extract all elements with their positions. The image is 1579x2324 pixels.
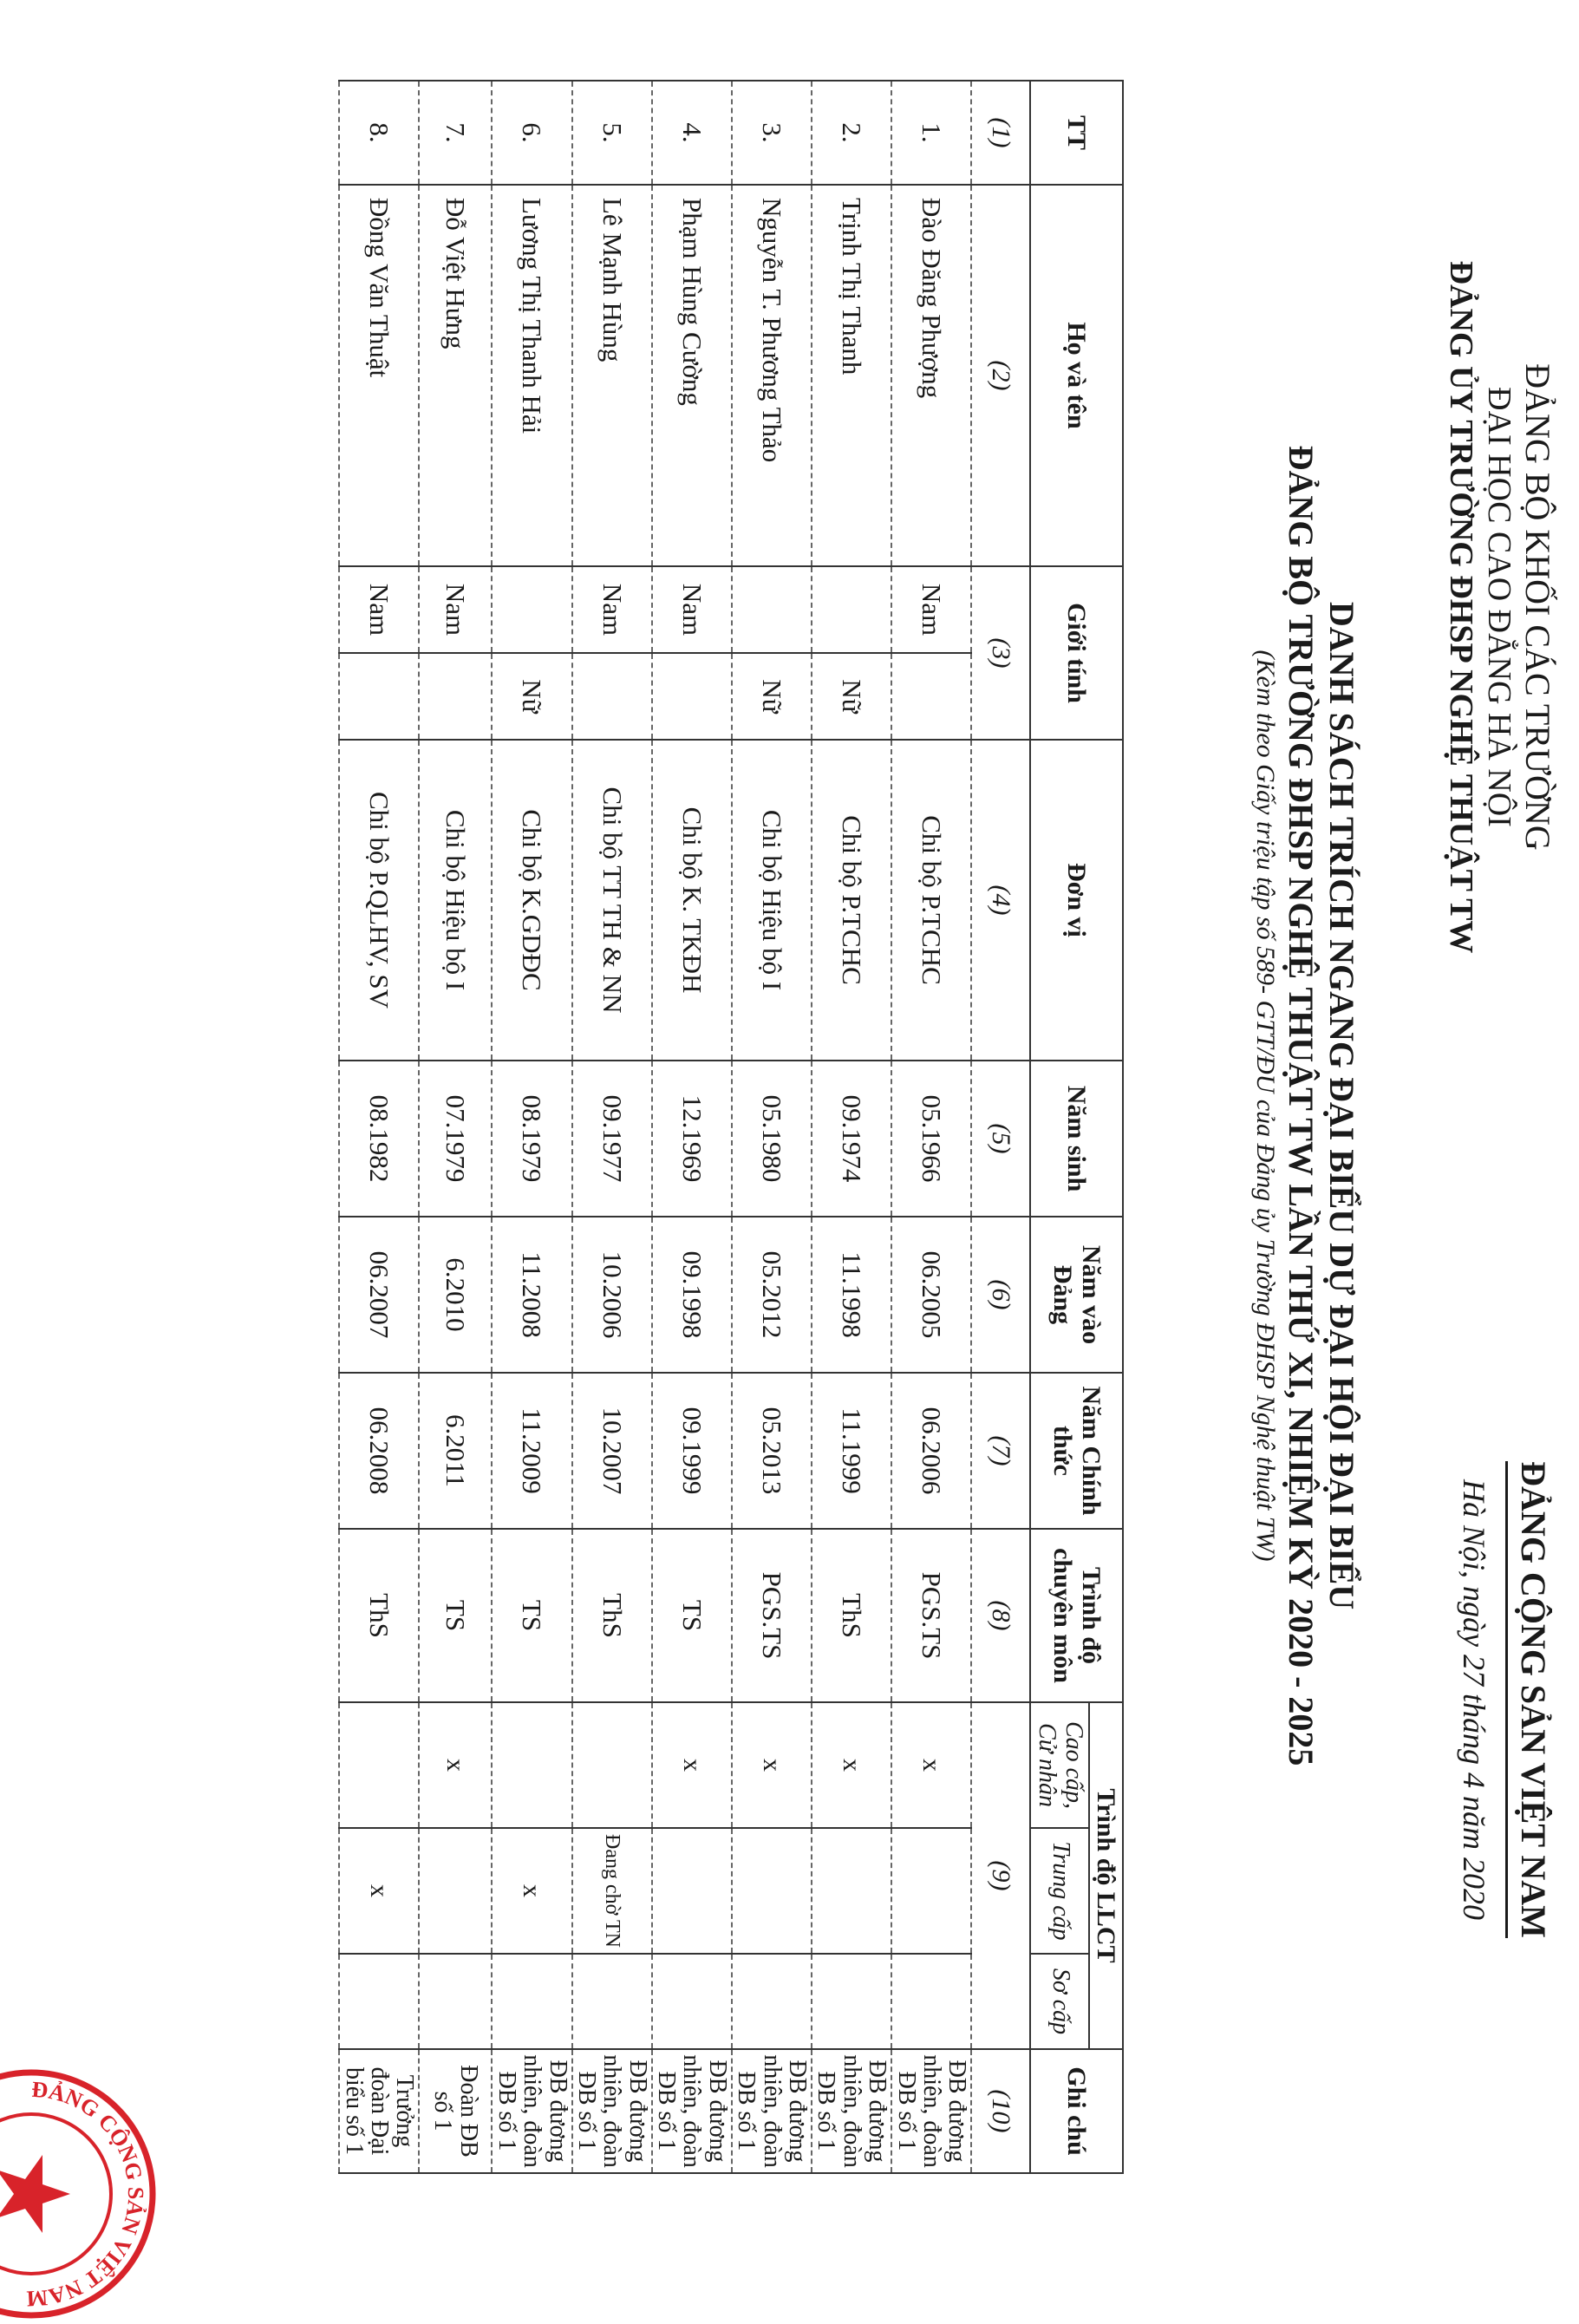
professional-degree: TS <box>419 1529 492 1702</box>
party-join-year: 05.2012 <box>732 1217 812 1373</box>
col-header-join-year: Năm vào Đảng <box>1030 1217 1123 1373</box>
birth-year: 05.1980 <box>732 1061 812 1217</box>
index-cell: (10) <box>971 2049 1030 2173</box>
birth-year: 08.1982 <box>339 1061 419 1217</box>
birth-year: 12.1969 <box>652 1061 732 1217</box>
index-cell: (4) <box>971 740 1030 1061</box>
llct-high-mark: x <box>812 1702 891 1828</box>
delegate-name: Đồng Văn Thuật <box>339 185 419 566</box>
gender-female-cell <box>652 653 732 740</box>
delegate-name: Phạm Hùng Cường <box>652 185 732 566</box>
party-join-year: 09.1998 <box>652 1217 732 1373</box>
party-cell-unit: Chi bộ K. TKĐH <box>652 740 732 1061</box>
gender-male-cell: Nam <box>891 566 971 653</box>
gender-female-cell: Nữ <box>492 653 571 740</box>
title-line-1: DANH SÁCH TRÍCH NGANG ĐẠI BIỂU DỰ ĐẠI HỘI ĐẠI BIỂU <box>1322 601 1361 1610</box>
issuer-line-1: ĐẢNG BỘ KHỐI CÁC TRƯỜNG <box>1518 363 1557 851</box>
col-header-llct: Trình độ LLCT <box>1089 1702 1123 2049</box>
index-cell: (6) <box>971 1217 1030 1373</box>
llct-high-mark: x <box>419 1702 492 1828</box>
gender-male-cell <box>732 566 812 653</box>
party-join-year: 06.2005 <box>891 1217 971 1373</box>
llct-low-mark <box>891 1954 971 2049</box>
party-cell-unit: Chi bộ TT TH & NN <box>572 740 652 1061</box>
official-member-year: 6.2011 <box>419 1373 492 1529</box>
llct-mid-mark <box>652 1828 732 1954</box>
llct-low-mark <box>339 1954 419 2049</box>
index-cell: (7) <box>971 1373 1030 1529</box>
issuer-line-3: ĐẢNG ỦY TRƯỜNG ĐHSP NGHỆ THUẬT TW <box>1443 260 1480 954</box>
party-cell-unit: Chi bộ Hiệu bộ I <box>419 740 492 1061</box>
issuer-header <box>1442 234 1557 980</box>
table-row <box>732 81 812 2173</box>
birth-year: 09.1974 <box>812 1061 891 1217</box>
official-member-year: 05.2013 <box>732 1373 812 1529</box>
party-name: ĐẢNG CỘNG SẢN VIỆT NAM <box>1505 1461 1553 1938</box>
row-number: 5. <box>572 81 652 185</box>
birth-year: 07.1979 <box>419 1061 492 1217</box>
party-join-year: 10.2006 <box>572 1217 652 1373</box>
gender-female-cell: Nữ <box>812 653 891 740</box>
col-header-official-year: Năm Chính thức <box>1030 1373 1123 1529</box>
llct-low-mark <box>492 1954 571 2049</box>
delegate-note: ĐB đương nhiên, đoàn ĐB số 1 <box>891 2049 971 2173</box>
party-join-year: 6.2010 <box>419 1217 492 1373</box>
party-cell-unit: Chi bộ P.TCHC <box>812 740 891 1061</box>
official-member-year: 10.2007 <box>572 1373 652 1529</box>
llct-low-mark <box>572 1954 652 2049</box>
delegate-rows <box>339 81 971 2173</box>
row-number: 2. <box>812 81 891 185</box>
delegate-name: Đỗ Việt Hưng <box>419 185 492 566</box>
column-index-row <box>971 81 1030 2173</box>
delegate-note: ĐB đương nhiên, đoàn ĐB số 1 <box>732 2049 812 2173</box>
row-number: 6. <box>492 81 571 185</box>
row-number: 8. <box>339 81 419 185</box>
col-header-llct-mid: Trung cấp <box>1030 1828 1089 1954</box>
professional-degree: TS <box>492 1529 571 1702</box>
table-row <box>812 81 891 2173</box>
delegate-name: Lê Mạnh Hùng <box>572 185 652 566</box>
col-header-tt: TT <box>1030 81 1123 185</box>
official-member-year: 09.1999 <box>652 1373 732 1529</box>
official-member-year: 11.1999 <box>812 1373 891 1529</box>
col-header-note: Ghi chú <box>1030 2049 1123 2173</box>
llct-mid-mark: x <box>492 1828 571 1954</box>
birth-year: 05.1966 <box>891 1061 971 1217</box>
gender-male-cell: Nam <box>339 566 419 653</box>
llct-low-mark <box>419 1954 492 2049</box>
index-cell: (9) <box>971 1702 1030 2049</box>
document-date: Hà Nội, ngày 27 tháng 4 năm 2020 <box>1457 1479 1491 1920</box>
delegate-note: ĐB đương nhiên, đoàn ĐB số 1 <box>572 2049 652 2173</box>
col-header-birth-year: Năm sinh <box>1030 1061 1123 1217</box>
delegate-note: ĐB đương nhiên, đoàn ĐB số 1 <box>652 2049 732 2173</box>
party-header <box>1456 1370 1553 2029</box>
professional-degree: ThS <box>812 1529 891 1702</box>
col-header-llct-high: Cao cấp, Cử nhân <box>1030 1702 1089 1828</box>
llct-mid-mark: Đang chờ TN <box>572 1828 652 1954</box>
party-join-year: 11.2008 <box>492 1217 571 1373</box>
seal-ring-text: ĐẢNG CỘNG SẢN VIỆT NAM <box>25 2076 149 2312</box>
party-cell-unit: Chi bộ P.TCHC <box>891 740 971 1061</box>
document-title <box>1249 260 1362 1951</box>
delegate-name: Đào Đăng Phượng <box>891 185 971 566</box>
table-row <box>572 81 652 2173</box>
row-number: 3. <box>732 81 812 185</box>
table-row <box>891 81 971 2173</box>
table-row <box>492 81 571 2173</box>
llct-low-mark <box>652 1954 732 2049</box>
title-subline: (Kèm theo Giấy triệu tập số 589- GTT/ĐU của Đảng ủy Trường ĐHSP Nghệ thuật TW) <box>1250 650 1280 1562</box>
delegate-table <box>338 80 1124 2174</box>
llct-high-mark <box>492 1702 571 1828</box>
delegate-name: Trịnh Thị Thanh <box>812 185 891 566</box>
llct-mid-mark: x <box>339 1828 419 1954</box>
llct-mid-mark <box>812 1828 891 1954</box>
birth-year: 08.1979 <box>492 1061 571 1217</box>
red-seal-stamp <box>0 2064 161 2324</box>
header-row <box>1089 81 1123 2173</box>
party-cell-unit: Chi bộ P.QLHV, SV <box>339 740 419 1061</box>
gender-female-cell <box>419 653 492 740</box>
table-row <box>652 81 732 2173</box>
birth-year: 09.1977 <box>572 1061 652 1217</box>
index-cell: (2) <box>971 185 1030 566</box>
official-member-year: 11.2009 <box>492 1373 571 1529</box>
llct-mid-mark <box>419 1828 492 1954</box>
delegate-note: ĐB đương nhiên, đoàn ĐB số 1 <box>812 2049 891 2173</box>
table-row <box>339 81 419 2173</box>
gender-male-cell: Nam <box>572 566 652 653</box>
llct-high-mark <box>572 1702 652 1828</box>
professional-degree: PGS.TS <box>732 1529 812 1702</box>
gender-male-cell <box>492 566 571 653</box>
llct-high-mark: x <box>732 1702 812 1828</box>
row-number: 7. <box>419 81 492 185</box>
delegate-note: Đoàn ĐB số 1 <box>419 2049 492 2173</box>
gender-female-cell <box>891 653 971 740</box>
table-row <box>419 81 492 2173</box>
official-member-year: 06.2006 <box>891 1373 971 1529</box>
delegate-name: Nguyễn T. Phương Thảo <box>732 185 812 566</box>
gender-male-cell: Nam <box>419 566 492 653</box>
index-cell: (1) <box>971 81 1030 185</box>
col-header-unit: Đơn vị <box>1030 740 1123 1061</box>
delegate-note: Trưởng đoàn Đại biểu số 1 <box>339 2049 419 2173</box>
party-join-year: 06.2007 <box>339 1217 419 1373</box>
gender-female-cell <box>572 653 652 740</box>
gender-female-cell <box>339 653 419 740</box>
delegate-note: ĐB đương nhiên, đoàn ĐB số 1 <box>492 2049 571 2173</box>
index-cell: (5) <box>971 1061 1030 1217</box>
gender-male-cell <box>812 566 891 653</box>
professional-degree: PGS.TS <box>891 1529 971 1702</box>
professional-degree: ThS <box>572 1529 652 1702</box>
official-member-year: 06.2008 <box>339 1373 419 1529</box>
llct-low-mark <box>812 1954 891 2049</box>
index-cell: (3) <box>971 566 1030 740</box>
llct-high-mark: x <box>891 1702 971 1828</box>
row-number: 1. <box>891 81 971 185</box>
professional-degree: ThS <box>339 1529 419 1702</box>
llct-mid-mark <box>732 1828 812 1954</box>
delegate-name: Lương Thị Thanh Hải <box>492 185 571 566</box>
llct-low-mark <box>732 1954 812 2049</box>
index-cell: (8) <box>971 1529 1030 1702</box>
party-join-year: 11.1998 <box>812 1217 891 1373</box>
gender-male-cell: Nam <box>652 566 732 653</box>
col-header-degree: Trình độ chuyên môn <box>1030 1529 1123 1702</box>
llct-mid-mark <box>891 1828 971 1954</box>
professional-degree: TS <box>652 1529 732 1702</box>
issuer-line-2: ĐẠI HỌC CAO ĐẲNG HÀ NỘI <box>1481 387 1517 827</box>
llct-high-mark <box>339 1702 419 1828</box>
party-cell-unit: Chi bộ Hiệu bộ I <box>732 740 812 1061</box>
title-line-2: ĐẢNG BỘ TRƯỜNG ĐHSP NGHỆ THUẬT TW LẦN THỨ XI, NHIỆM KỲ 2020 - 2025 <box>1281 445 1321 1766</box>
col-header-llct-low: Sơ cấp <box>1030 1954 1089 2049</box>
col-header-name: Họ và tên <box>1030 185 1123 566</box>
col-header-gender: Giới tính <box>1030 566 1123 740</box>
llct-high-mark: x <box>652 1702 732 1828</box>
party-cell-unit: Chi bộ K.GDĐC <box>492 740 571 1061</box>
gender-female-cell: Nữ <box>732 653 812 740</box>
row-number: 4. <box>652 81 732 185</box>
